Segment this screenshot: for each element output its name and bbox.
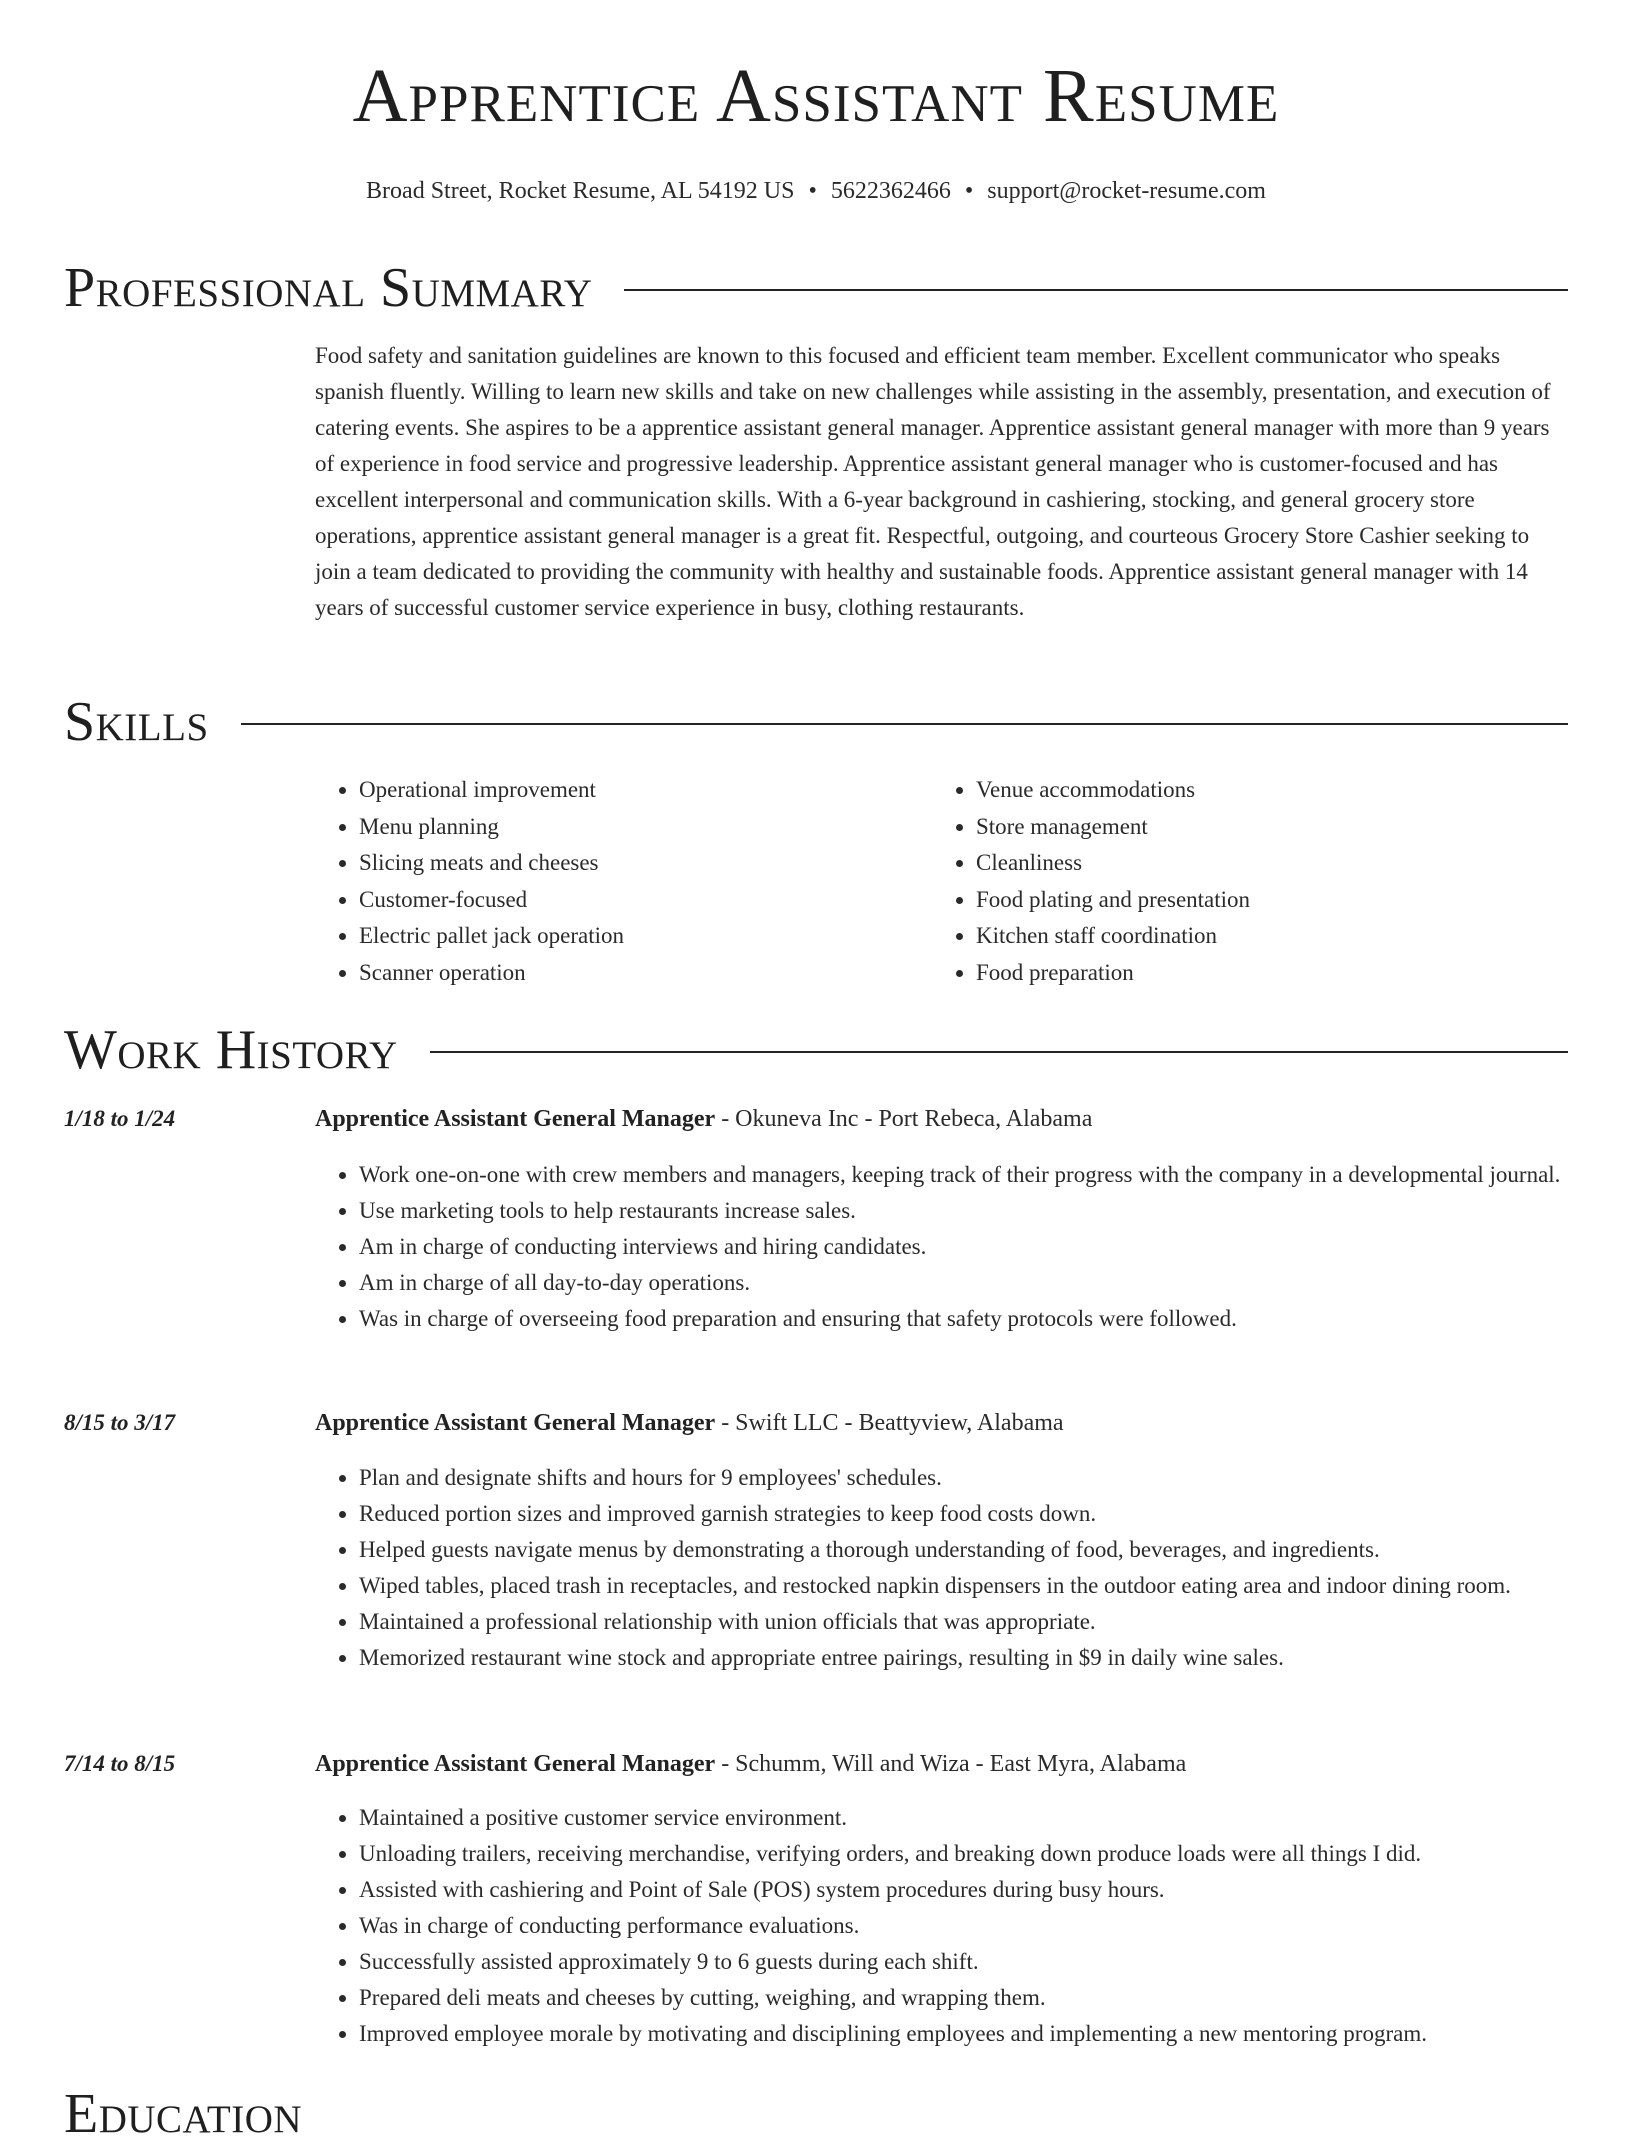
section-header-education [64, 2083, 1568, 2145]
job-bullet: • Maintained a positive customer service environment. [359, 1800, 1570, 1836]
skill-item: • Operational improvement [359, 772, 932, 809]
job-bullet: • Wiped tables, placed trash in receptacles, and restocked napkin dispensers in the outdoor eating area and indoor dining room. [359, 1568, 1570, 1604]
skill-item: • Kitchen staff coordination [976, 918, 1549, 955]
job-bullet: • Memorized restaurant wine stock and appropriate entree pairings, resulting in $9 in daily wine sales. [359, 1640, 1570, 1676]
job-title: Apprentice Assistant General Manager [315, 1410, 716, 1436]
skill-item: • Store management [976, 809, 1549, 846]
resume-title: Apprentice Assistant Resume [352, 54, 1280, 138]
skill-item: • Slicing meats and cheeses [359, 845, 932, 882]
section-divider [430, 1051, 1568, 1053]
section-divider [624, 289, 1568, 291]
skill-item: • Venue accommodations [976, 772, 1549, 809]
job-heading [315, 1748, 1570, 1780]
job-bullets [315, 1800, 1570, 2052]
job-title: Apprentice Assistant General Manager [315, 1106, 716, 1132]
job-company-location: - Schumm, Will and Wiza - East Myra, Alabama [715, 1751, 1187, 1777]
job-bullet: • Was in charge of overseeing food preparation and ensuring that safety protocols were followed. [359, 1301, 1570, 1337]
job-bullet: • Am in charge of conducting interviews and hiring candidates. [359, 1229, 1570, 1265]
skill-item: • Cleanliness [976, 845, 1549, 882]
job-dates: 7/14 to 8/15 [64, 1751, 176, 1776]
job-heading [315, 1103, 1570, 1135]
job-bullet: • Plan and designate shifts and hours for 9 employees' schedules. [359, 1460, 1570, 1496]
job-bullets [315, 1460, 1570, 1676]
job-bullet: • Unloading trailers, receiving merchandise, verifying orders, and breaking down produce loads were all things I did. [359, 1836, 1570, 1872]
section-divider [241, 723, 1568, 725]
skill-item: • Menu planning [359, 809, 932, 846]
job-bullet: • Assisted with cashiering and Point of Sale (POS) system procedures during busy hours. [359, 1872, 1570, 1908]
job-bullet: • Helped guests navigate menus by demonstrating a thorough understanding of food, beverages, and ingredients. [359, 1532, 1570, 1568]
section-header-summary [64, 257, 1568, 319]
job-bullet: • Am in charge of all day-to-day operations. [359, 1265, 1570, 1301]
section-title-skills: Skills [64, 691, 209, 753]
summary-text: Food safety and sanitation guidelines are known to this focused and efficient team member. Excellent communicator who speaks spanish fluently. Willing to learn new skills and take on new challenges while assisting in the assembly, presentation, and execution of catering events. She aspires to be a apprentice assistant general manager. Apprentice assistant general manager with more than 9 years of experience in food service and progressive leadership. Apprentice assistant general manager who is customer-focused and has excellent interpersonal and communication skills. With a 6-year background in cashiering, stocking, and general grocery store operations, apprentice assistant general manager is a great fit. Respectful, outgoing, and courteous Grocery Store Cashier seeking to join a team dedicated to providing the community with healthy and sustainable foods. Apprentice assistant general manager with 14 years of successful customer service experience in busy, clothing restaurants. [315, 343, 1551, 620]
job-bullet: • Work one-on-one with crew members and managers, keeping track of their progress with the company in a developmental journal. [359, 1157, 1570, 1193]
contact-separator: • [808, 178, 817, 204]
skill-item: • Customer-focused [359, 882, 932, 919]
contact-separator: • [964, 178, 974, 204]
job-bullets [315, 1157, 1570, 1337]
job-bullet: • Maintained a professional relationship with union officials that was appropriate. [359, 1604, 1570, 1640]
section-header-work [64, 1019, 1568, 1081]
section-title-summary: Professional Summary [64, 257, 593, 319]
skills-column-left [315, 772, 932, 991]
job-dates: 8/15 to 3/17 [64, 1410, 176, 1435]
job-company-location: - Okuneva Inc - Port Rebeca, Alabama [715, 1106, 1093, 1132]
job-bullet: • Was in charge of conducting performance evaluations. [359, 1908, 1570, 1944]
job-bullet: • Reduced portion sizes and improved garnish strategies to keep food costs down. [359, 1496, 1570, 1532]
section-title-work: Work History [64, 1019, 398, 1081]
contact-line [0, 176, 1632, 206]
job-company-location: - Swift LLC - Beattyview, Alabama [715, 1410, 1064, 1436]
job-bullet: • Use marketing tools to help restaurants increase sales. [359, 1193, 1570, 1229]
job-bullet: • Improved employee morale by motivating and disciplining employees and implementing a new mentoring program. [359, 2016, 1570, 2052]
skills-column-right [932, 772, 1549, 991]
skills-list [315, 772, 1570, 991]
skill-item: • Electric pallet jack operation [359, 918, 932, 955]
skill-item: • Food preparation [976, 955, 1549, 992]
job-bullet: • Prepared deli meats and cheeses by cutting, weighing, and wrapping them. [359, 1980, 1570, 2016]
section-title-education: Education [64, 2083, 303, 2145]
job-bullet: • Successfully assisted approximately 9 to 6 guests during each shift. [359, 1944, 1570, 1980]
section-header-skills [64, 691, 1568, 753]
job-heading [315, 1407, 1570, 1439]
contact-email: support@rocket-resume.com [987, 178, 1266, 204]
skill-item: • Scanner operation [359, 955, 932, 992]
job-dates: 1/18 to 1/24 [64, 1106, 176, 1131]
contact-address: Broad Street, Rocket Resume, AL 54192 US [366, 178, 795, 204]
skill-item: • Food plating and presentation [976, 882, 1549, 919]
contact-phone: 5622362466 [830, 178, 951, 204]
job-title: Apprentice Assistant General Manager [315, 1751, 716, 1777]
